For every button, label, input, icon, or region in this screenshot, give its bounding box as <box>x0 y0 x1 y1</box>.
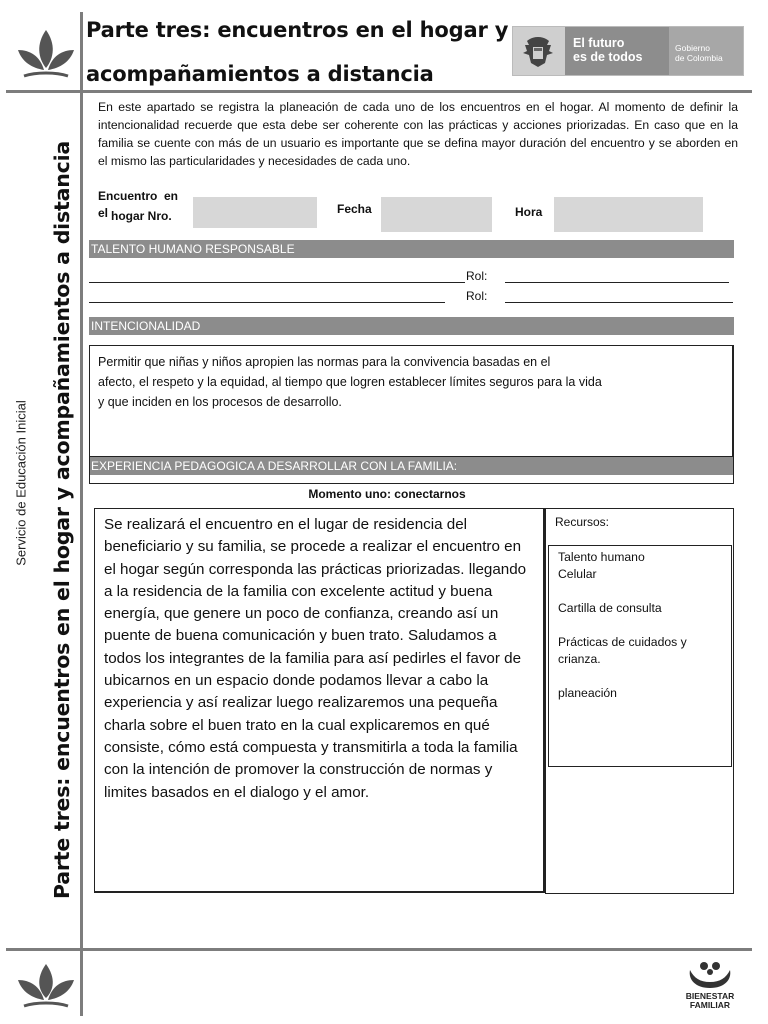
bienestar-familiar-logo <box>684 960 736 990</box>
intencionalidad-line-2: afecto, el respeto y la equidad, al tiempo que logren establecer límites seguros para la vida <box>98 375 602 389</box>
encuentro-label-1: Encuentro en <box>98 189 179 203</box>
resource-item: Talento humano Celular <box>558 550 645 581</box>
bienestar-logo-text <box>680 992 740 1010</box>
hora-label: Hora <box>515 205 543 219</box>
intencionalidad-bar: INTENCIONALIDAD <box>89 317 734 335</box>
talento-humano-bar: TALENTO HUMANO RESPONSABLE <box>89 240 734 258</box>
frame-left-line <box>80 12 83 1016</box>
experiencia-bar: EXPERIENCIA PEDAGOGICA A DESARROLLAR CON LA FAMILIA: <box>89 457 734 475</box>
colombia-crest-icon <box>519 33 557 71</box>
gov-slogan-panel <box>565 27 669 75</box>
leaf-logo-bottom <box>16 960 76 1008</box>
resources-list <box>558 549 734 702</box>
resources-label: Recursos: <box>555 515 610 529</box>
bienestar-logo-line-1: BIENESTAR <box>685 991 735 1001</box>
page-title-line-1: Parte tres: encuentros en el hogar y <box>86 18 509 42</box>
experiencia-header-box <box>89 457 734 484</box>
intencionalidad-text <box>98 352 698 412</box>
rol-label-2: Rol: <box>466 289 488 303</box>
footer-separator <box>6 948 752 951</box>
intro-paragraph: En este apartado se registra la planeación de cada uno de los encuentros en el hogar. Al momento de definir la intencionalidad recuerde que esta debe ser coherente con las prácticas y acciones priorizadas. En caso que en la familia se cuente con más de un usuario es importante que se defina mayor duración del encuentro y se aborden en el mismo las particularidades y necesidades de cada uno. <box>98 100 738 168</box>
leaf-logo-top <box>16 24 76 80</box>
rol-label-1: Rol: <box>466 269 488 283</box>
header-separator <box>6 90 752 93</box>
fecha-field[interactable] <box>381 197 492 232</box>
page-title-line-2: acompañamientos a distancia <box>86 62 434 86</box>
experiencia-text: Se realizará el encuentro en el lugar de residencia del beneficiario y su familia, se procede a realizar el encuentro en el hogar según corresponda las prácticas priorizadas. llegando a la residencia de la familia con excelente actitud y buena energía, que genere un poco de confianza, creando así un puente de buena comunicación y buen trato. Saludamos a todos los integrantes de la familia para así pedirles el favor de ubicarnos en un espacio donde podamos llevar a cabo la experiencia y así realizar luego realizaremos una pequeña charla sobre el buen trato en la cual explicaremos en qué consiste, cómo está compuesta y transmitirla a toda la familia con la intención de promover la construcción de normas y limites basados en el dialogo y el amor. <box>104 516 527 801</box>
side-service-label: Servicio de Educación Inicial <box>13 400 29 566</box>
side-title: Parte tres: encuentros en el hogar y acompañamientos a distancia <box>50 140 74 900</box>
intencionalidad-line-3: y que inciden en los procesos de desarrollo. <box>98 395 342 409</box>
gov-slogan: El futuro es de todos <box>573 36 643 64</box>
encuentro-number-field[interactable] <box>193 197 317 228</box>
government-logo <box>512 26 744 76</box>
gov-name: Gobierno de Colombia <box>675 43 723 63</box>
talento-name-line-1[interactable] <box>89 282 465 283</box>
resource-item: Cartilla de consulta <box>558 601 662 615</box>
fecha-label: Fecha <box>337 202 372 216</box>
encuentro-label-2: el <box>98 206 109 220</box>
talento-name-line-2[interactable] <box>89 302 445 303</box>
hora-field[interactable] <box>554 197 703 232</box>
intencionalidad-line-1: Permitir que niñas y niños apropien las normas para la convivencia basadas en el <box>98 355 551 369</box>
gov-name-panel <box>669 27 743 75</box>
resource-item: Prácticas de cuidados y crianza. <box>558 635 687 666</box>
rol-line-2[interactable] <box>505 302 733 303</box>
moment-title: Momento uno: conectarnos <box>308 487 466 501</box>
encuentro-label-3: hogar Nro. <box>111 209 172 223</box>
rol-line-1[interactable] <box>505 282 729 283</box>
bienestar-logo-line-2: FAMILIAR <box>689 1000 731 1010</box>
resource-item: planeación <box>558 686 617 700</box>
